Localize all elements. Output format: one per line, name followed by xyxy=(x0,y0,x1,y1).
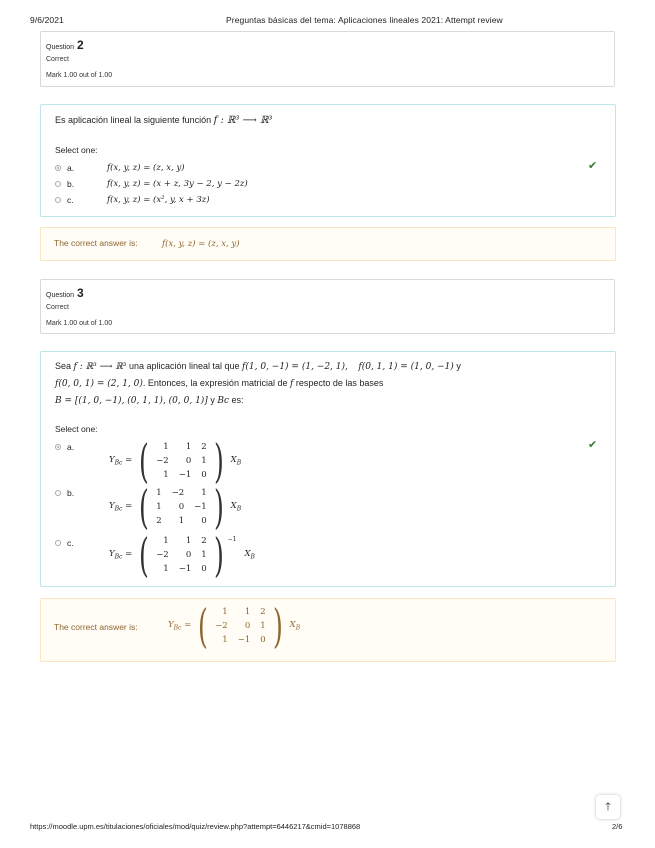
option-b-matrix: $Y_{Bc}$ = ( 1 −2 1 1 0 −1 2 1 0 ) $X_B$ xyxy=(109,480,242,534)
option-c-matrix: $Y_{Bc}$ = ( 1 1 2 −2 0 1 1 −1 0 ) −1 $X_B$ xyxy=(109,528,255,582)
matrix-a-table: 1 1 2 −2 0 1 1 −1 0 xyxy=(156,442,207,480)
check-icon: ✔ xyxy=(588,439,598,451)
question-state: Correct xyxy=(46,304,69,311)
question-state: Correct xyxy=(46,56,69,63)
question-3-feedback xyxy=(40,598,616,662)
inverse-exponent: −1 xyxy=(227,535,237,543)
question-text-line-2: f(0, 0, 1) = (2, 1, 0). Entonces, la expresión matricial de f respecto de las bases xyxy=(55,378,384,389)
print-url: https://moodle.upm.es/titulaciones/oficiales/mod/quiz/review.php?attempt=6446217&cmid=1078868 xyxy=(30,822,361,831)
correct-answer-matrix: $Y_{Bc}$ = ( 1 1 2 −2 0 1 1 −1 0 ) $X_B$ xyxy=(168,599,301,653)
matrix-b-table: 1 −2 1 1 0 −1 2 1 0 xyxy=(156,488,207,526)
answer-option-c[interactable]: c. f(x, y, z) = (x², y, x + 3z) xyxy=(55,193,210,207)
radio-b[interactable] xyxy=(55,490,61,496)
option-a-formula: f(x, y, z) = (z, x, y) xyxy=(107,163,185,173)
question-2-feedback xyxy=(40,227,616,261)
radio-a[interactable] xyxy=(55,444,61,450)
radio-c[interactable] xyxy=(55,540,61,546)
question-3-info xyxy=(40,279,615,334)
correct-answer-label: The correct answer is: f(x, y, z) = (z, x, y) xyxy=(54,238,240,249)
arrow-up-icon: 🡑 xyxy=(605,800,611,813)
question-text-line-1: Sea f : ℝ³ ⟶ ℝ³ una aplicación lineal tal que f(1, 0, −1) = (1, −2, 1), f(0, 1, 1) = (1, 0, −1) y xyxy=(55,361,461,372)
select-one-label: Select one: xyxy=(55,145,98,155)
radio-b[interactable] xyxy=(55,181,61,187)
answer-option-b[interactable]: b. f(x, y, z) = (x + z, 3y − 2, y − 2z) xyxy=(55,177,248,191)
question-text-line-3: B = [(1, 0, −1), (0, 1, 1), (0, 0, 1)] y Bc es: xyxy=(55,395,244,406)
question-text: Es aplicación lineal la siguiente función f : ℝ³ ⟶ ℝ³ xyxy=(55,115,273,126)
option-c-formula: f(x, y, z) = (x², y, x + 3z) xyxy=(107,195,210,205)
option-b-formula: f(x, y, z) = (x + z, 3y − 2, y − 2z) xyxy=(107,179,248,189)
matrix-c-table: 1 1 2 −2 0 1 1 −1 0 xyxy=(156,536,207,574)
answer-option-b[interactable]: b. xyxy=(55,486,74,500)
answer-option-a[interactable]: a. xyxy=(55,440,74,454)
radio-a[interactable] xyxy=(55,165,61,171)
question-3-body xyxy=(40,351,616,587)
check-icon: ✔ xyxy=(588,160,598,172)
select-one-label: Select one: xyxy=(55,424,98,434)
back-to-top-button[interactable] xyxy=(596,795,620,819)
print-title: Preguntas básicas del tema: Aplicaciones lineales 2021: Attempt review xyxy=(226,15,503,25)
question-number: Question 2 xyxy=(46,38,84,52)
option-a-matrix: $Y_{Bc}$ = ( 1 1 2 −2 0 1 1 −1 0 ) $X_B$ xyxy=(109,434,242,488)
question-2-body xyxy=(40,104,616,217)
answer-option-a[interactable]: a. f(x, y, z) = (z, x, y) xyxy=(55,161,185,175)
radio-c[interactable] xyxy=(55,197,61,203)
correct-answer-label: The correct answer is: xyxy=(54,622,138,632)
answer-option-c[interactable]: c. xyxy=(55,536,74,550)
print-date: 9/6/2021 xyxy=(30,15,64,25)
question-mark: Mark 1.00 out of 1.00 xyxy=(46,320,113,327)
print-page-number: 2/6 xyxy=(612,822,623,831)
question-2-info xyxy=(40,31,615,87)
correct-answer-formula: f(x, y, z) = (z, x, y) xyxy=(162,239,240,249)
question-number: Question 3 xyxy=(46,286,84,300)
question-mark: Mark 1.00 out of 1.00 xyxy=(46,72,113,79)
